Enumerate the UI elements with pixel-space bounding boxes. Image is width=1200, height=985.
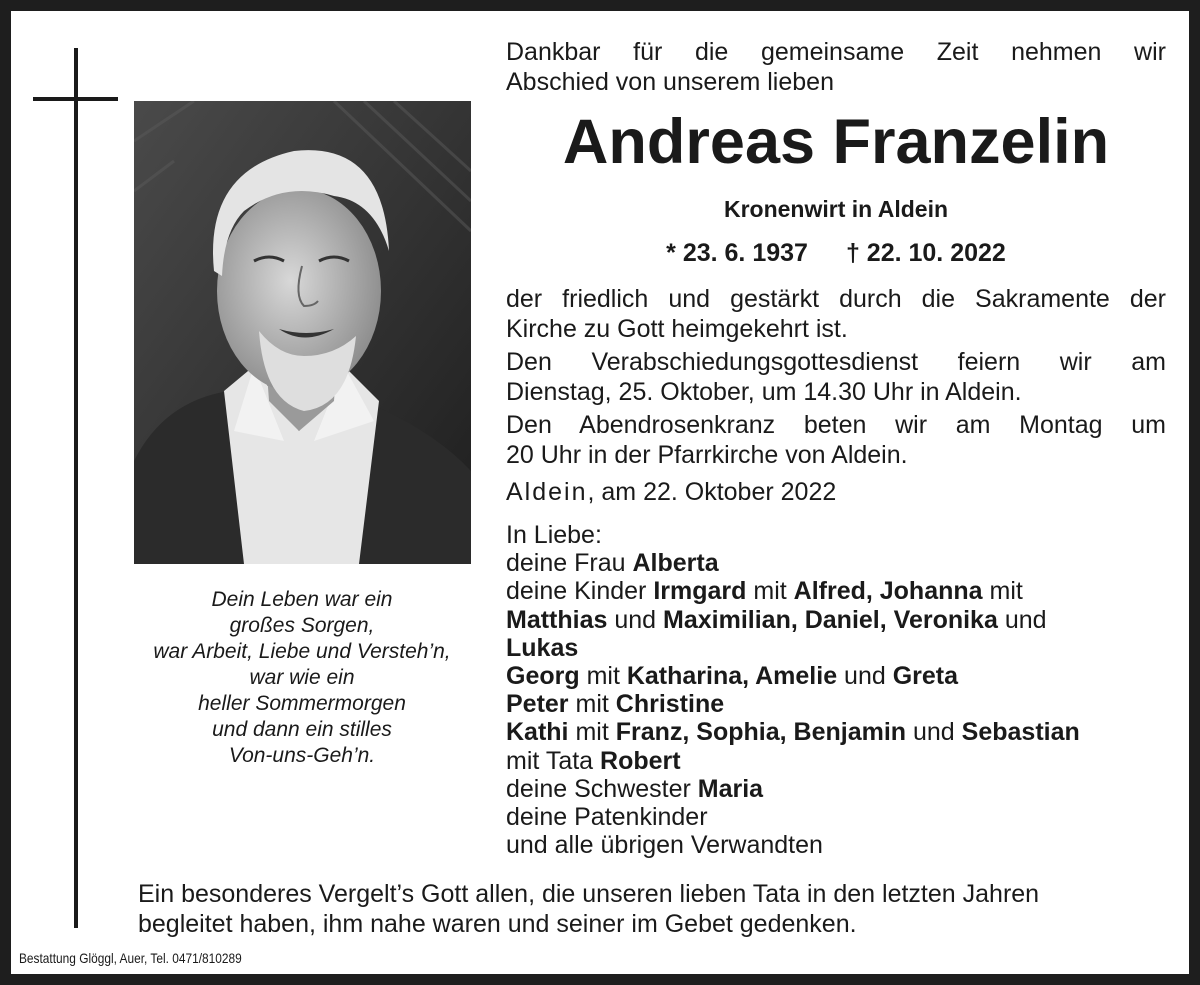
poem-line: heller Sommermorgen bbox=[198, 692, 406, 715]
mourner-line: Matthias und Maximilian, Daniel, Veronika und bbox=[506, 605, 1047, 634]
date: , am 22. Oktober 2022 bbox=[587, 478, 837, 506]
paragraph-line: der friedlich und gestärkt durch die Sakramente der bbox=[506, 285, 1166, 313]
poem-line: großes Sorgen, bbox=[229, 614, 375, 637]
mourner-line: Lukas bbox=[506, 633, 579, 662]
poem-line: war wie ein bbox=[249, 666, 355, 689]
mourner-line: deine Patenkinder bbox=[506, 803, 708, 832]
paragraph-funeral-service bbox=[506, 347, 1166, 407]
poem bbox=[126, 587, 478, 769]
poem-line: Dein Leben war ein bbox=[211, 588, 393, 611]
portrait-photo bbox=[134, 101, 471, 564]
poem-line: war Arbeit, Liebe und Versteh’n, bbox=[153, 640, 451, 663]
mourners-heading: In Liebe: bbox=[506, 521, 602, 549]
paragraph-line: Dienstag, 25. Oktober, um 14.30 Uhr in Aldein. bbox=[506, 378, 1022, 406]
deceased-name: Andreas Franzelin bbox=[562, 107, 1110, 177]
mourner-line: mit Tata Robert bbox=[506, 746, 681, 775]
deceased-subtitle: Kronenwirt in Aldein bbox=[723, 196, 949, 222]
place: Aldein bbox=[506, 478, 588, 506]
poem-line: und dann ein stilles bbox=[212, 718, 392, 741]
intro-line-2: Abschied von unserem lieben bbox=[506, 68, 834, 96]
mourner-line: Kathi mit Franz, Sophia, Benjamin und Sebastian bbox=[506, 718, 1080, 747]
poem-line: Von-uns-Geh’n. bbox=[228, 744, 376, 767]
life-dates bbox=[506, 238, 1166, 268]
paragraph-line: 20 Uhr in der Pfarrkirche von Aldein. bbox=[506, 441, 908, 469]
mourner-line: deine Schwester Maria bbox=[506, 774, 764, 803]
mourner-line: und alle übrigen Verwandten bbox=[506, 831, 823, 860]
mourner-line: deine Kinder Irmgard mit Alfred, Johanna mit bbox=[506, 577, 1023, 606]
birth-date: * 23. 6. 1937 bbox=[666, 239, 808, 267]
place-and-date bbox=[506, 477, 1166, 507]
thanks-line-1: Ein besonderes Vergelt’s Gott allen, die unseren lieben Tata in den letzten Jahren bbox=[138, 880, 1040, 908]
paragraph-rosary bbox=[506, 410, 1166, 470]
paragraph-sacraments bbox=[506, 284, 1166, 344]
intro-text bbox=[506, 37, 1166, 97]
thanks-line-2: begleitet haben, ihm nahe waren und seiner im Gebet gedenken. bbox=[138, 910, 857, 938]
cross-icon bbox=[74, 48, 78, 928]
mourner-line: deine Frau Alberta bbox=[506, 549, 719, 578]
paragraph-line: Den Verabschiedungsgottesdienst feiern wir am bbox=[506, 348, 1166, 376]
intro-line-1: Dankbar für die gemeinsame Zeit nehmen wir bbox=[506, 38, 1166, 66]
death-date: † 22. 10. 2022 bbox=[845, 239, 1006, 267]
mourner-line: Peter mit Christine bbox=[506, 690, 725, 719]
paragraph-line: Den Abendrosenkranz beten wir am Montag um bbox=[506, 411, 1166, 439]
mourners-list bbox=[506, 521, 1166, 859]
mourner-line: Georg mit Katharina, Amelie und Greta bbox=[506, 662, 959, 691]
funeral-home-footer: Bestattung Glöggl, Auer, Tel. 0471/810289 bbox=[19, 950, 242, 966]
thanks-text bbox=[138, 879, 1166, 939]
cross-icon-bar bbox=[33, 97, 118, 101]
paragraph-line: Kirche zu Gott heimgekehrt ist. bbox=[506, 315, 848, 343]
